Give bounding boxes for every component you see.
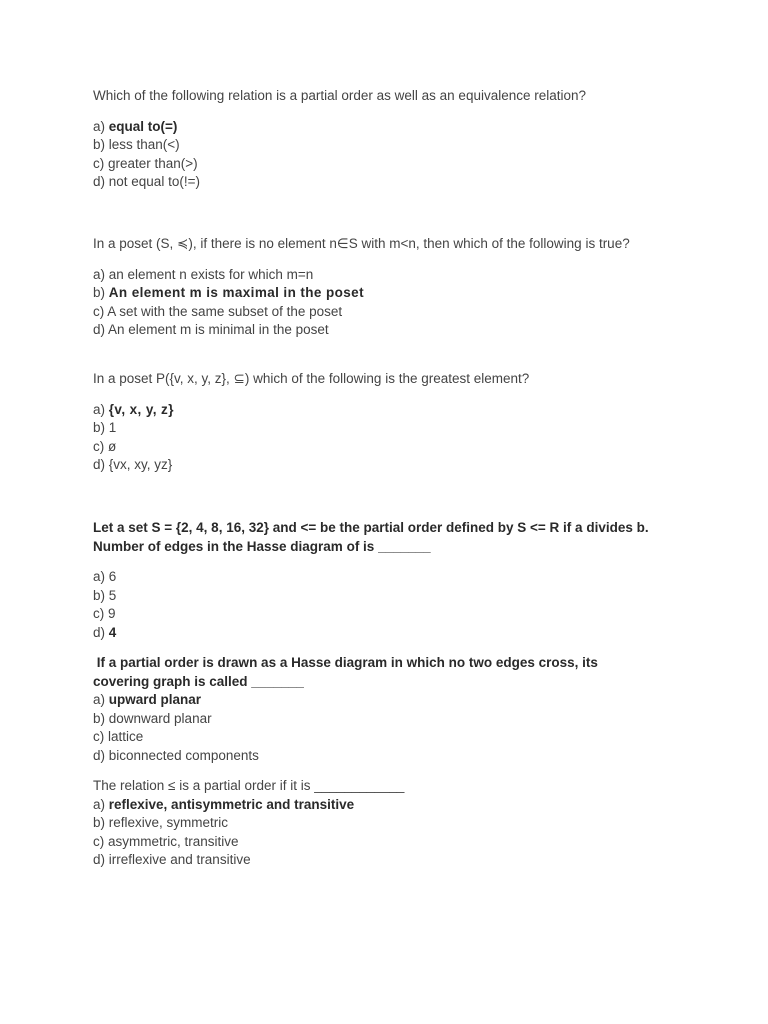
option-text: reflexive, symmetric <box>108 815 229 830</box>
option-prefix: b) <box>93 137 109 152</box>
option-prefix: c) <box>93 438 108 454</box>
option-text: asymmetric, transitive <box>108 833 239 849</box>
question-text: If a partial order is drawn as a Hasse diagram in which no two edges cross, its covering graph is called _______ <box>93 655 602 689</box>
option-text: A set with the same subset of the poset <box>107 303 343 319</box>
option-text: 5 <box>108 587 117 603</box>
option-c <box>93 728 653 747</box>
option-prefix: a) <box>93 118 109 134</box>
option-text-correct: {v, x, y, z} <box>108 401 174 417</box>
option-c <box>93 303 653 322</box>
question-block-6 <box>93 777 653 870</box>
question-text: In a poset (S, ≼), if there is no element n∈S with m<n, then which of the following is true? <box>93 236 630 251</box>
option-c <box>93 833 653 852</box>
option-prefix: b) <box>93 587 109 603</box>
option-text: an element n exists for which m=n <box>108 266 314 282</box>
option-b <box>93 419 653 438</box>
option-text-correct: An element m is maximal in the poset <box>108 285 364 300</box>
option-text-correct: equal to(=) <box>108 118 178 134</box>
question-text: Let a set S = {2, 4, 8, 16, 32} and <= be the partial order defined by S <= R if a divides b. Number of edges in the Hasse diagram of is _______ <box>93 520 649 554</box>
option-prefix: a) <box>93 401 109 417</box>
option-text: 1 <box>108 420 117 435</box>
option-prefix: d) <box>93 457 109 472</box>
option-d <box>93 173 653 192</box>
option-text: 6 <box>108 569 117 584</box>
option-c <box>93 605 653 624</box>
option-text-correct: reflexive, antisymmetric and transitive <box>108 796 355 812</box>
option-b <box>93 136 653 155</box>
option-b <box>93 710 653 729</box>
option-prefix: c) <box>93 833 108 849</box>
option-text: downward planar <box>108 710 212 726</box>
option-text: not equal to(!=) <box>108 174 200 189</box>
option-prefix: c) <box>93 303 108 319</box>
question-text: Which of the following relation is a partial order as well as an equivalence relation? <box>93 88 587 103</box>
question-block-3 <box>93 370 653 475</box>
option-prefix: c) <box>93 606 108 621</box>
option-text: An element m is minimal in the poset <box>108 322 329 337</box>
option-a <box>93 796 653 815</box>
option-text: less than(<) <box>108 137 180 152</box>
option-text: ø <box>108 438 117 454</box>
option-prefix: d) <box>93 624 109 640</box>
option-text: greater than(>) <box>108 155 198 171</box>
option-prefix: b) <box>93 815 109 830</box>
option-prefix: a) <box>93 266 109 282</box>
question-block-4 <box>93 519 653 642</box>
option-a <box>93 266 653 285</box>
option-prefix: d) <box>93 747 109 763</box>
option-text-correct: 4 <box>108 624 117 640</box>
option-b <box>93 284 653 303</box>
option-d <box>93 321 653 340</box>
option-text: 9 <box>108 606 116 621</box>
option-prefix: b) <box>93 285 109 300</box>
option-d <box>93 747 653 766</box>
option-a <box>93 568 653 587</box>
option-a <box>93 401 653 420</box>
option-c <box>93 438 653 457</box>
option-prefix: d) <box>93 852 109 867</box>
option-text: {vx, xy, yz} <box>108 457 173 472</box>
option-prefix: d) <box>93 174 109 189</box>
option-prefix: b) <box>93 710 109 726</box>
question-text: In a poset P({v, x, y, z}, ⊆) which of the following is the greatest element? <box>93 371 530 386</box>
option-prefix: c) <box>93 729 108 744</box>
option-b <box>93 814 653 833</box>
question-text: The relation ≤ is a partial order if it is ____________ <box>93 778 405 793</box>
option-d <box>93 456 653 475</box>
option-a <box>93 118 653 137</box>
option-prefix: b) <box>93 420 109 435</box>
option-prefix: a) <box>93 796 109 812</box>
option-text-correct: upward planar <box>108 692 202 707</box>
question-block-2 <box>93 235 653 340</box>
option-d <box>93 624 653 643</box>
option-a <box>93 691 653 710</box>
option-prefix: a) <box>93 692 109 707</box>
question-block-1 <box>93 87 653 192</box>
question-block-5 <box>93 654 653 765</box>
option-b <box>93 587 653 606</box>
option-text: irreflexive and transitive <box>108 852 251 867</box>
option-text: biconnected components <box>108 747 259 763</box>
option-d <box>93 851 653 870</box>
option-prefix: d) <box>93 322 109 337</box>
option-prefix: a) <box>93 569 109 584</box>
option-prefix: c) <box>93 155 108 171</box>
option-c <box>93 155 653 174</box>
option-text: lattice <box>108 729 144 744</box>
